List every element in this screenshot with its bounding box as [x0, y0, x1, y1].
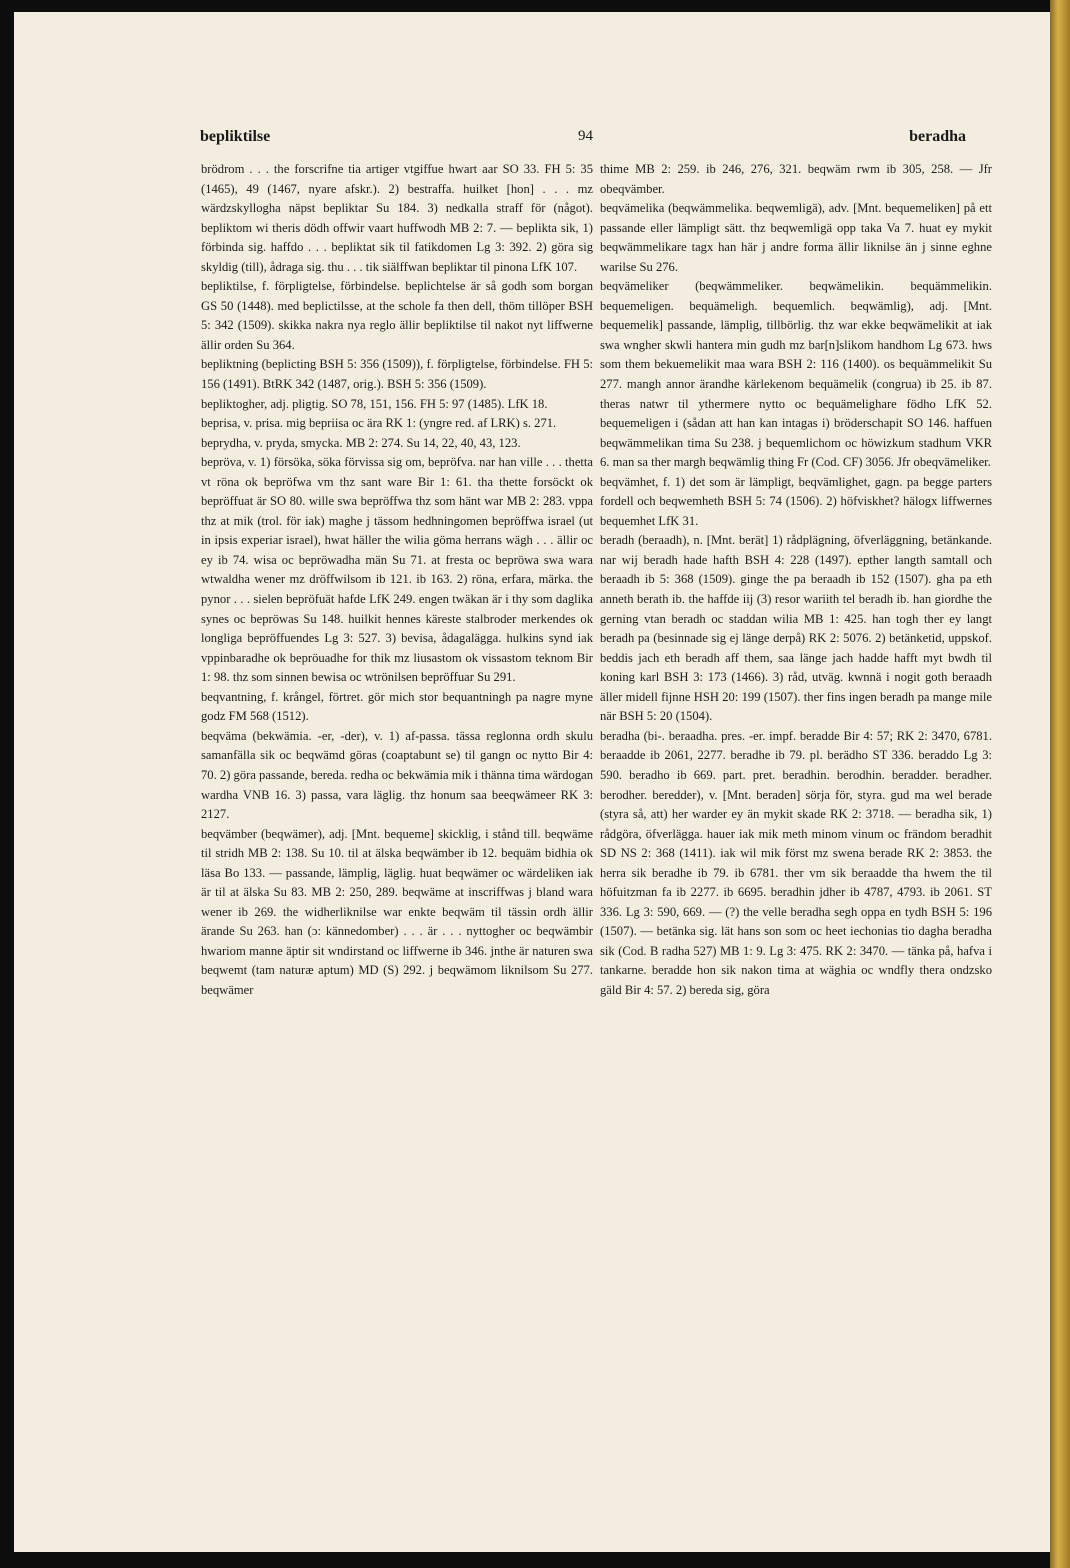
- entry-beqvameliker: beqvämeliker (beqwämmeliker. beqwämelikin. bequämmelikin. bequemeligen. bequämeligh. bequemlich. beqwämlig), adj. [Mnt. bequemelik] passande, lämplig, tillbörlig. thz war ekke beqwämelikit at iak swa wngher skwli hantera min gudh mz bar[n]slikom handhom Lg 673. hws som them bekuemelikit maa wara BSH 2: 116 (1400). os bequämmelikit Su 277. mangh annor ärandhe kärlekenom bequämelik (congrua) ib 25. ib 87. theras natwr til ythermere nytto oc bequämelighare födho LfK 52. bequemeligen i (sådan att han kan intagas i) bröderschapit SO 146. haffuen beqwämmelikan tima Su 238. j bequemlichom oc höwizkum stadhum VKR 6. man sa ther margh beqwämlig thing Fr (Cod. CF) 3056. Jfr obeqvämeliker.: [600, 279, 992, 470]
- entry-beqvama: beqväma (bekwämia. -er, -der), v. 1) af-passa. tässa reglonna ordh skulu samanfälla sik oc beqwämd göras (coaptabunt se) til gangn oc nytto Bir 4: 70. 2) göra passande, bereda. redha oc bekwämia mik i thänna tima wärdogan wardha VNB 16. 3) passa, vara läglig. thz honum saa beeqwämeer RK 3: 2127.: [201, 728, 594, 822]
- entry-bepliktilse: bepliktilse, f. förpligtelse, förbindelse. beplichtelse är så godh som borgan GS 50 (1448). med beplictilsse, at the schole fa then dell, thöm tillöper BSH 5: 342 (1509). skikka nakra nya reglo ällir bepliktilse til nakot nyt liffwerne ällir orden Su 364.: [201, 279, 593, 352]
- entry-continuation-right: thime MB 2: 259. ib 246, 276, 321. beqwäm rwm ib 305, 258. — Jfr obeqvämber.: [600, 162, 992, 196]
- header-right-word: beradha: [909, 128, 966, 145]
- entry-bepliktning: bepliktning (beplicting BSH 5: 356 (1509)), f. förpligtelse, förbindelse. FH 5: 156 (1491). BtRK 342 (1487, orig.). BSH 5: 356 (1509).: [201, 357, 593, 392]
- entry-beprova: bepröva, v. 1) försöka, söka förvissa sig om, bepröfva. nar han ville . . . thetta vt röna ok bepröfwa vm thz sant ware Bir 1: 61. tha thette forsöckt ok bepröffuat är SO 80. wille swa bepröffwa thz som hänt war MB 2: 283. vppa thz at mik (trol. för iak) maghe j tässom hedhningomen bepröffwa israel (ut in ipsis experiar israel), hwat häller the wilia göma herrans wägh . . . ällir oc ey ib 74. wisa oc bepröwadha män Su 71. at fresta oc bepröwa swa wara wtwaldha wener mz dröffwilsom ib 121. ib 163. 2) röna, erfara, märka. the pynor . . . sielen bepröfuät hafde LfK 249. engen twäkan är i thy som daglika synes oc bepröwas Su 148. huilkit hennes käreste stalbroder merkendes ok longliga bepröffuendes Lg 3: 527. 3) bevisa, ådagalägga. hulkins synd iak vppinbaradhe ok bepröuadhe for thik mz liusastom ok vissastom teknom Bir 1: 98. thz som sinnen bewisa oc wtrönilsen bepröffuar Su 291.: [201, 455, 593, 685]
- right-column: [600, 160, 992, 1001]
- entry-beradh: beradh (beraadh), n. [Mnt. berät] 1) rådplägning, öfverläggning, betänkande. nar wij beradh hade hafth BSH 4: 228 (1497). epther langth samtall och beraadh ib 5: 368 (1509). ginge the pa beraadh ib 152 (1507). gha pa eth anneth berath ib. the haffde iij (3) resor wariith tel beradh ib. han giordhe the gerning vtan beradh oc staddan wilia MB 1: 425. han togh ther ey langt beradh pa (besinnade sig ej länge derpå) RK 2: 5076. 2) betänketid, uppskof. beddis jach eth beradh aff them, saa länge jach hadde hafft myt bwdh til koning karl BSH 3: 173 (1466). 3) råd, utväg. kwnnä i nogit goth beraadh äller midell fijnne HSH 20: 199 (1507). ther fins ingen beradh pa mange mile när BSH 5: 20 (1504).: [600, 533, 992, 724]
- entry-beprisa: beprisa, v. prisa. mig bepriisa oc ära RK 1: (yngre red. af LRK) s. 271.: [201, 416, 557, 431]
- page-edge-strip: [1050, 0, 1070, 1568]
- entry-beprydha: beprydha, v. pryda, smycka. MB 2: 274. Su 14, 22, 40, 43, 123.: [201, 435, 521, 450]
- running-header: [0, 128, 1070, 154]
- entry-beqvantning: beqvantning, f. krångel, förtret. gör mich stor bequantningh pa nagre myne godz FM 568 (1512).: [201, 689, 593, 724]
- entry-beqvamelika: beqvämelika (beqwämmelika. beqwemligä), adv. [Mnt. bequemeliken] på ett passande eller lämpligt sätt. thz beqwemligä opp taka Va 7. huat ey mykit beqwämmelikare tagx han här j andre forma ällir liknilse än j sinne eghne warilse Su 276.: [600, 201, 992, 274]
- page-number: 94: [578, 128, 593, 144]
- left-column: [201, 160, 593, 1001]
- entry-bepliktogher: bepliktogher, adj. pligtig. SO 78, 151, 156. FH 5: 97 (1485). LfK 18.: [201, 396, 548, 411]
- entry-beqvamber: beqvämber (beqwämer), adj. [Mnt. bequeme] skicklig, i stånd till. beqwäme til stridh MB 2: 138. Su 10. til at älska beqwämber ib 12. bequäm bidhia ok läsa Bo 133. — passande, lämplig, läglig. huat beqwämer oc wärdeliken iak är til at älska Su 83. MB 2: 250, 289. beqwäme at inscriffwas j bland wara wener ib 269. the widherliknilse war enkte beqwäm til tässin ordh ällir ärande Su 263. han (ɔ: kännedomber) . . . är . . . nyttogher oc beqwämbir hwariom manne äptir sit wndirstand oc liffwerne ib 346. jnthe är naturen swa beqwemt (tam naturæ aptum) MD (S) 292. j beqwämom liknilsom Su 277. beqwämer: [201, 826, 593, 997]
- entry-continuation: brödrom . . . the forscrifne tia artiger vtgiffue hwart aar SO 33. FH 5: 35 (1465), 49 (1467, nyare afskr.). 2) bestraffa. huilket [hon] . . . mz wärdzskyllogha näpst bepliktar Su 184. 3) nedkalla straff för (något). bepliktom wi theris dödh offwir vaart huffwodh MB 2: 7. — beplikta sik, 1) förbinda sig. haffdo . . . bepliktat sik til fatikdomen Lg 3: 392. 2) göra sig skyldig (till), ådraga sig. thu . . . tik siälffwan bepliktar til pinona LfK 107.: [201, 162, 593, 274]
- header-left-word: bepliktilse: [200, 128, 271, 145]
- entry-beradha: beradha (bi-. beraadha. pres. -er. impf. beradde Bir 4: 57; RK 2: 3470, 6781. beraadde ib 2061, 2277. beradhe ib 79. pl. berädho ST 336. beraddo Lg 3: 590. beradho ib 669. part. pret. beradhin. berodhin. beradder. beradher. berodher. beredder), v. [Mnt. beraden] sörja för, styra. gud ma wel berade (styra så, att) her warder ey än mykit skade RK 2: 3718. — beradha sik, 1) rådgöra, öfverlägga. hauer iak mik meth minom vinum oc frändom beradhit SD NS 2: 368 (1411). iak wil mik först mz swena berade RK 2: 3853. the herra sik beradhe ib 79. ib 6781. ther vm sik beraadde tha hwem the til höfuitzman fa ib 2277. ib 6695. beradhin jdher ib 4787, 4793. ib 2061. ST 336. Lg 3: 590, 669. — (?) the velle beradha segh oppa en tydh BSH 5: 196 (1507). — betänka sig. lät hans son som oc heet iechonias tio dagha beradha sik (Cod. B radha 527) MB 1: 9. Lg 3: 475. RK 2: 3470. — tänka på, hafva i tankarne. beradde hon sik nakon tima at wäghia oc wndfly thera ondzsko gäld Bir 4: 57. 2) bereda sig, göra: [600, 728, 992, 997]
- entry-beqvamhet: beqvämhet, f. 1) det som är lämpligt, beqvämlighet, gagn. pa begge parters fordell och beqwemheth BSH 5: 74 (1506). 2) höfviskhet? hälogx liffwernes bequemhet LfK 31.: [600, 474, 992, 528]
